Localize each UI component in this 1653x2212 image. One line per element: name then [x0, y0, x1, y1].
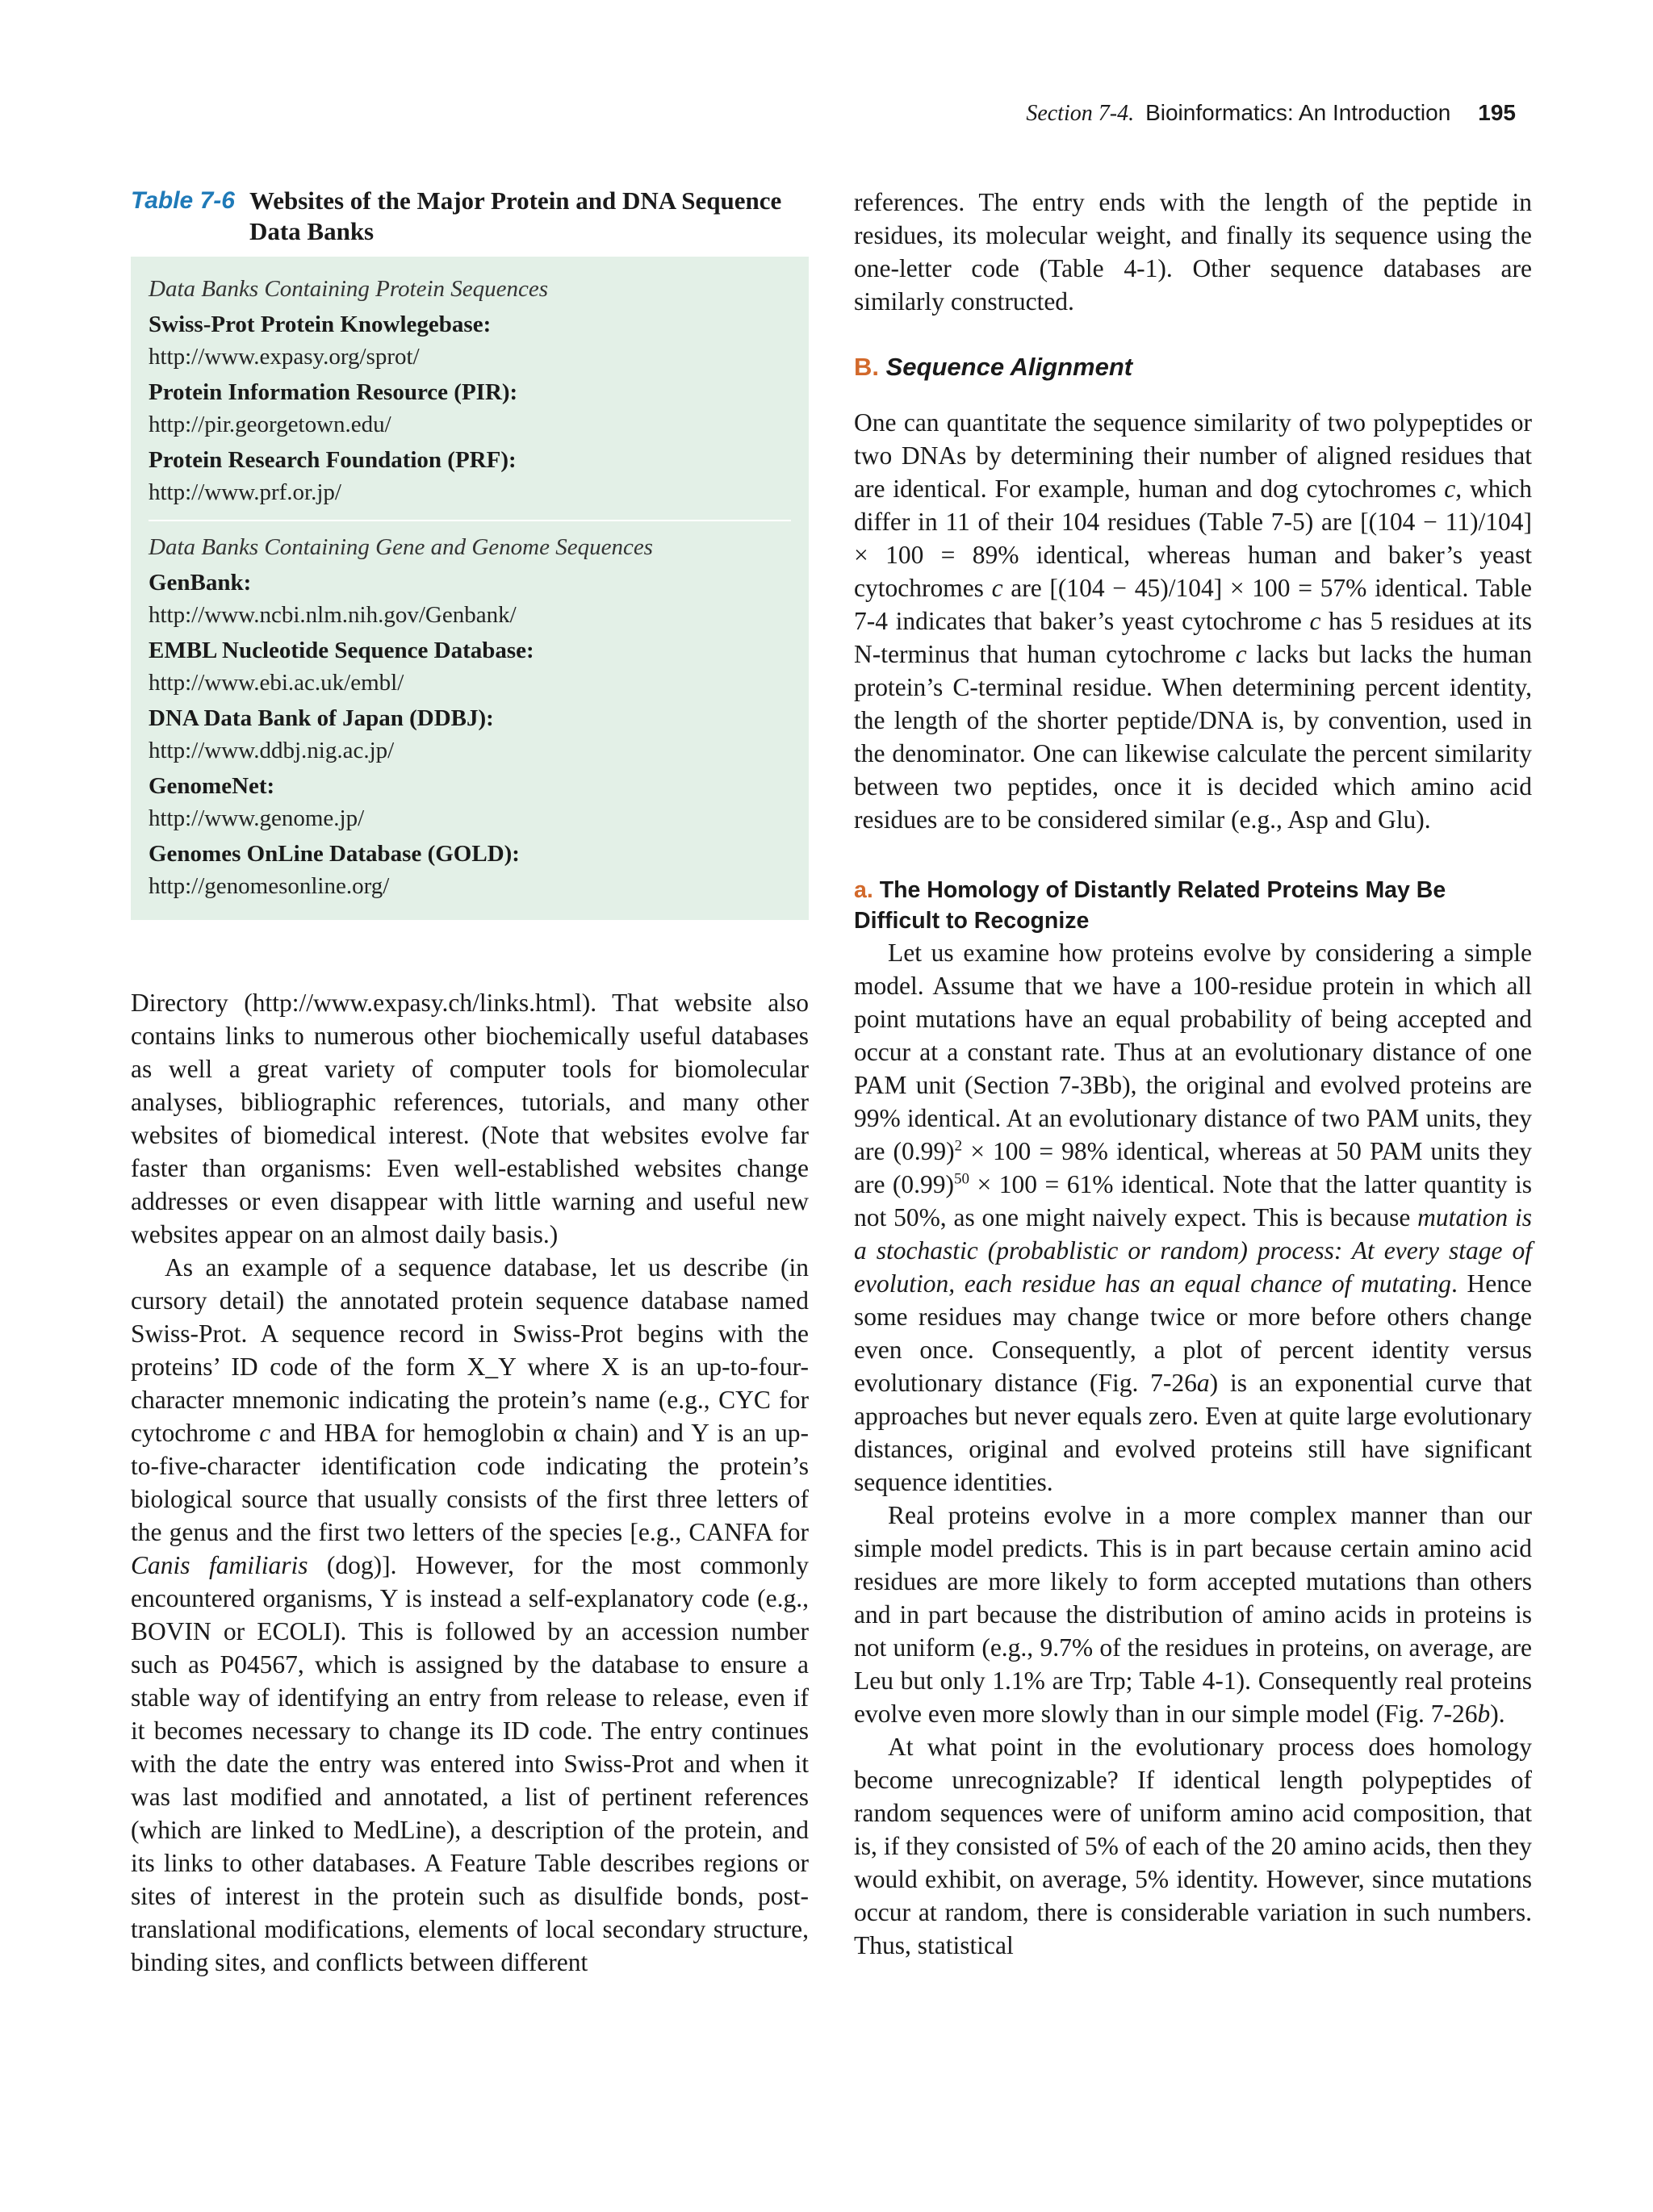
table-body	[131, 257, 809, 920]
section-letter: B.	[854, 353, 879, 381]
databank-url: http://www.ddbj.nig.ac.jp/	[149, 738, 395, 763]
databank-name: EMBL Nucleotide Sequence Database:	[149, 638, 534, 663]
page-number: 195	[1478, 100, 1516, 125]
subsection-letter: a.	[854, 877, 873, 903]
databank-url: http://www.ncbi.nlm.nih.gov/Genbank/	[149, 602, 517, 628]
paragraph: Directory (http://www.expasy.ch/links.html). That website also contains links to numerous other biochemically useful databases as well a great variety of computer tools for biomolecular analyses, bibliographic references, tutorials, and many other websites of biomedical interest. (Note that websites evolve far faster than organisms: Even well-established websites change addresses or even disappear with little warning and useful new websites appear on an almost daily basis.)	[131, 989, 809, 1248]
section-heading	[854, 350, 1532, 383]
paragraph: One can quantitate the sequence similarity of two polypeptides or two DNAs by determining their number of aligned residues that are identical. For example, human and dog cytochromes c, which differ in 11 of their 104 residues (Table 7-5) are [(104 − 11)/104] × 100 = 89% identical, whereas human and baker’s yeast cytochromes c are [(104 − 45)/104] × 100 = 57% identical. Table 7-4 indicates that baker’s yeast cytochrome c has 5 residues at its N-terminus that human cytochrome c lacks but lacks the human protein’s C-terminal residue. When determining percent identity, the length of the shorter peptide/DNA is, by convention, used in the denominator. One can likewise calculate the percent similarity between two peptides, once it is decided which amino acid residues are to be considered similar (e.g., Asp and Glu).	[854, 408, 1532, 834]
subsection-heading	[854, 875, 1532, 936]
databank-name: GenomeNet:	[149, 773, 275, 799]
databank-url: http://www.prf.or.jp/	[149, 479, 341, 505]
header-title: Bioinformatics: An Introduction	[1145, 100, 1451, 125]
databank-url: http://www.genome.jp/	[149, 805, 365, 831]
databank-name: GenBank:	[149, 570, 252, 596]
databank-url: http://pir.georgetown.edu/	[149, 412, 391, 437]
databank-name: Genomes OnLine Database (GOLD):	[149, 841, 520, 867]
paragraph: As an example of a sequence database, let us describe (in cursory detail) the annotated protein sequence database named Swiss-Prot. A sequence record in Swiss-Prot begins with the proteins’ ID code of the form X_Y where X is an up-to-four-character mnemonic indicating the protein’s name (e.g., CYC for cytochrome c and HBA for hemoglobin α chain) and Y is an up-to-five-character identification code indicating the protein’s biological source that usually consists of the first three letters of the genus and the first two letters of the species [e.g., CANFA for Canis familiaris (dog)]. However, for the most commonly encountered organisms, Y is instead a self-explanatory code (e.g., BOVIN or ECOLI). This is followed by an accession number such as P04567, which is assigned by the database to ensure a stable way of identifying an entry from release to release, even if it becomes necessary to change its ID code. The entry continues with the date the entry was entered into Swiss-Prot and when it was last modified and annotated, a list of pertinent references (which are linked to MedLine), a description of the protein, and its links to other databases. A Feature Table describes regions or sites of interest in the protein such as disulfide bonds, post-translational modifications, elements of local secondary structure, binding sites, and conflicts between different	[131, 1253, 810, 1976]
databank-url: http://www.expasy.org/sprot/	[149, 344, 420, 370]
paragraph: At what point in the evolutionary process does homology become unrecognizable? If identical length polypeptides of random sequences were of uniform amino acid composition, that is, if they consisted of 5% of each of the 20 amino acids, then they would exhibit, on average, 5% identity. However, since mutations occur at random, there is considerable variation in such numbers. Thus, statistical	[854, 1733, 1532, 1959]
subsection-title: The Homology of Distantly Related Proteins May Be Difficult to Recognize	[854, 877, 1446, 934]
databank-name: Swiss-Prot Protein Knowlegebase:	[149, 312, 492, 337]
databank-name: DNA Data Bank of Japan (DDBJ):	[149, 705, 494, 731]
databank-name: Protein Research Foundation (PRF):	[149, 447, 517, 473]
table-group-protein	[149, 268, 791, 513]
paragraph: Let us examine how proteins evolve by considering a simple model. Assume that we have a 100-residue protein in which all point mutations have an equal probability of being accepted and occur at a constant rate. Thus at an evolutionary distance of one PAM unit (Section 7-3Bb), the original and evolved proteins are 99% identical. At an evolutionary distance of two PAM units, they are $(0.99)^2 \times 100 = 98\%$ identical, whereas at 50 PAM units they are $(0.99)^{50} \times 100 = 61\%$ identical. Note that the latter quantity is not 50%, as one might naively expect. This is because mutation is a stochastic (probablistic or random) process: At every stage of evolution, each residue has an equal chance of mutating. Hence some residues may change twice or more before others change even once. Consequently, a plot of percent identity versus evolutionary distance (Fig. 7-26a) is an exponential curve that approaches but never equals zero. Even at quite large evolutionary distances, original and evolved proteins still have significant sequence identities.	[854, 939, 1533, 1496]
paragraph: Real proteins evolve in a more complex manner than our simple model predicts. This is in part because certain amino acid residues are more likely to form accepted mutations than others and in part because the distribution of amino acids in proteins is not uniform (e.g., 9.7% of the residues in proteins, on average, are Leu but only 1.1% are Trp; Table 4-1). Consequently real proteins evolve even more slowly than in our simple model (Fig. 7-26b).	[854, 1501, 1532, 1728]
running-header	[1026, 100, 1516, 127]
table-caption	[131, 186, 809, 247]
table-label: Table 7-6	[131, 187, 235, 214]
right-column	[854, 186, 1532, 1962]
table-group-genome	[149, 520, 791, 907]
table-title: Websites of the Major Protein and DNA Sequence Data Banks	[249, 186, 782, 245]
group-heading: Data Banks Containing Gene and Genome Sequences	[149, 534, 653, 560]
databank-url: http://genomesonline.org/	[149, 873, 390, 899]
table-7-6	[131, 186, 809, 920]
databank-name: Protein Information Resource (PIR):	[149, 379, 518, 405]
paragraph: references. The entry ends with the length of the peptide in residues, its molecular weight, and finally its sequence using the one-letter code (Table 4-1). Other sequence databases are similarly constructed.	[854, 188, 1532, 316]
group-heading: Data Banks Containing Protein Sequences	[149, 276, 549, 302]
databank-url: http://www.ebi.ac.uk/embl/	[149, 670, 404, 696]
section-title: Sequence Alignment	[885, 353, 1133, 381]
left-column	[131, 986, 809, 1979]
header-section: Section 7-4.	[1026, 101, 1135, 126]
